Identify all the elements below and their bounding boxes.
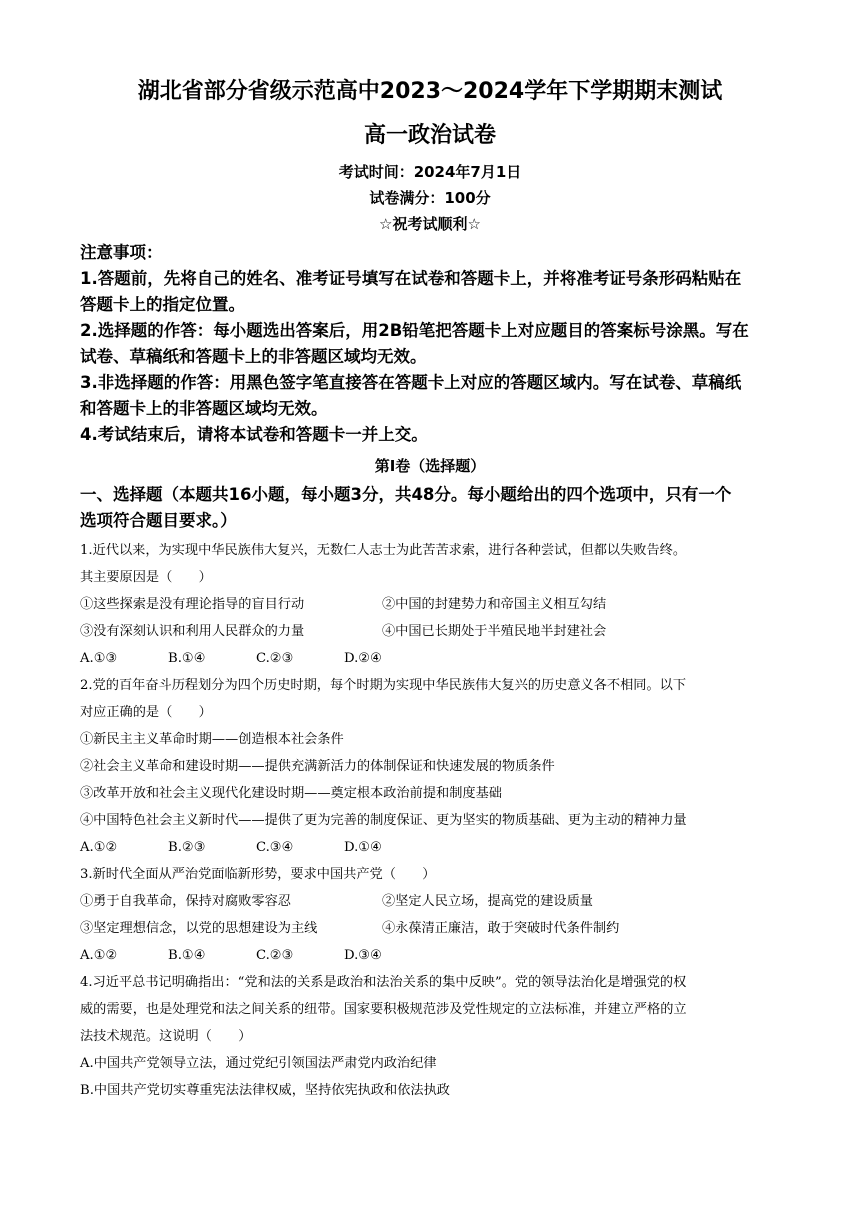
q3-statement: ④永葆清正廉洁，敢于突破时代条件制约 [382,921,620,936]
q4-option-b: B.中国共产党切实尊重宪法法律权威，坚持依宪执政和依法执政 [80,1083,450,1098]
q4-stem: 威的需要，也是处理党和法之间关系的纽带。国家要积极规范涉及党性规定的立法标准，并建立严格的立 [80,1002,687,1017]
notes-line: 和答题卡上的非答题区域均无效。 [80,399,328,418]
q2-options [80,834,790,861]
notes-line: 3.非选择题的作答：用黑色签字笔直接答在答题卡上对应的答题区域内。写在试卷、草稿纸 [80,373,742,392]
exam-title: 湖北省部分省级示范高中2023～2024学年下学期期末测试 [137,79,723,104]
notes-line: 1.答题前，先将自己的姓名、准考证号填写在试卷和答题卡上，并将准考证号条形码粘贴在 [80,269,742,288]
q1-stem: 1.近代以来，为实现中华民族伟大复兴，无数仁人志士为此苦苦求索，进行各种尝试，但都以失败告终。 [80,543,687,558]
q2-option-c: C.③④ [256,840,294,855]
q1-statement: ④中国已长期处于半殖民地半封建社会 [382,624,607,639]
q2-stem: 对应正确的是（ ） [80,705,212,720]
q1-statement: ③没有深刻认识和利用人民群众的力量 [80,624,305,639]
notes-heading: 注意事项： [80,243,163,262]
q3-option-d: D.③④ [344,948,382,963]
q3-statement: ③坚定理想信念，以党的思想建设为主线 [80,921,318,936]
q2-statement: ④中国特色社会主义新时代——提供了更为完善的制度保证、更为坚实的物质基础、更为主动的精神力量 [80,813,687,828]
notes-line: 4.考试结束后，请将本试卷和答题卡一并上交。 [80,425,428,444]
q1-options [80,645,790,672]
q2-option-b: B.②③ [168,840,206,855]
q1-statement: ①这些探索是没有理论指导的盲目行动 [80,597,305,612]
q1-statements-row [80,591,790,618]
good-luck-wish: ☆祝考试顺利☆ [379,215,481,233]
q1-option-d: D.②④ [344,651,382,666]
q4-option-a: A.中国共产党领导立法，通过党纪引领国法严肃党内政治纪律 [80,1056,437,1071]
notes-line: 答题卡上的指定位置。 [80,295,245,314]
q1-stem: 其主要原因是（ ） [80,570,212,585]
q3-statement: ②坚定人民立场，提高党的建设质量 [382,894,593,909]
part-heading [80,482,790,534]
part-heading-line: 一、选择题（本题共16小题，每小题3分，共48分。每小题给出的四个选项中，只有一个 [80,485,732,504]
q3-option-a: A.①② [80,948,118,963]
q1-statements-row [80,618,790,645]
notes-line: 2.选择题的作答：每小题选出答案后，用2B铅笔把答题卡上对应题目的答案标号涂黑。写在 [80,321,749,340]
q3-option-b: B.①④ [168,948,206,963]
q1-option-b: B.①④ [168,651,206,666]
part-heading-line: 选项符合题目要求。） [80,511,237,530]
q3-option-c: C.②③ [256,948,294,963]
section-label: 第Ⅰ卷（选择题） [374,457,486,475]
full-score: 试卷满分：100分 [369,189,491,207]
q3-statements-row [80,915,790,942]
q1-statement: ②中国的封建势力和帝国主义相互勾结 [382,597,607,612]
q3-statement: ①勇于自我革命，保持对腐败零容忍 [80,894,291,909]
q3-options [80,942,790,969]
q3-stem: 3.新时代全面从严治党面临新形势，要求中国共产党（ ） [80,867,436,882]
notes-section [80,240,790,448]
q2-statement: ①新民主主义革命时期——创造根本社会条件 [80,732,344,747]
q2-stem: 2.党的百年奋斗历程划分为四个历史时期，每个时期为实现中华民族伟大复兴的历史意义各不相同。以下 [80,678,687,693]
exam-time: 考试时间：2024年7月1日 [338,163,522,181]
q1-option-c: C.②③ [256,651,294,666]
q3-statements-row [80,888,790,915]
q4-stem: 法技术规范。这说明（ ） [80,1029,252,1044]
q1-option-a: A.①③ [80,651,118,666]
notes-line: 试卷、草稿纸和答题卡上的非答题区域均无效。 [80,347,427,366]
q2-option-a: A.①② [80,840,118,855]
q2-statement: ②社会主义革命和建设时期——提供充满新活力的体制保证和快速发展的物质条件 [80,759,555,774]
exam-subtitle: 高一政治试卷 [363,123,496,148]
q2-statement: ③改革开放和社会主义现代化建设时期——奠定根本政治前提和制度基础 [80,786,502,801]
q4-stem: 4.习近平总书记明确指出：“党和法的关系是政治和法治关系的集中反映”。党的领导法治化是增强党的权 [80,975,687,990]
questions-list [80,537,790,1104]
q2-option-d: D.①④ [344,840,382,855]
